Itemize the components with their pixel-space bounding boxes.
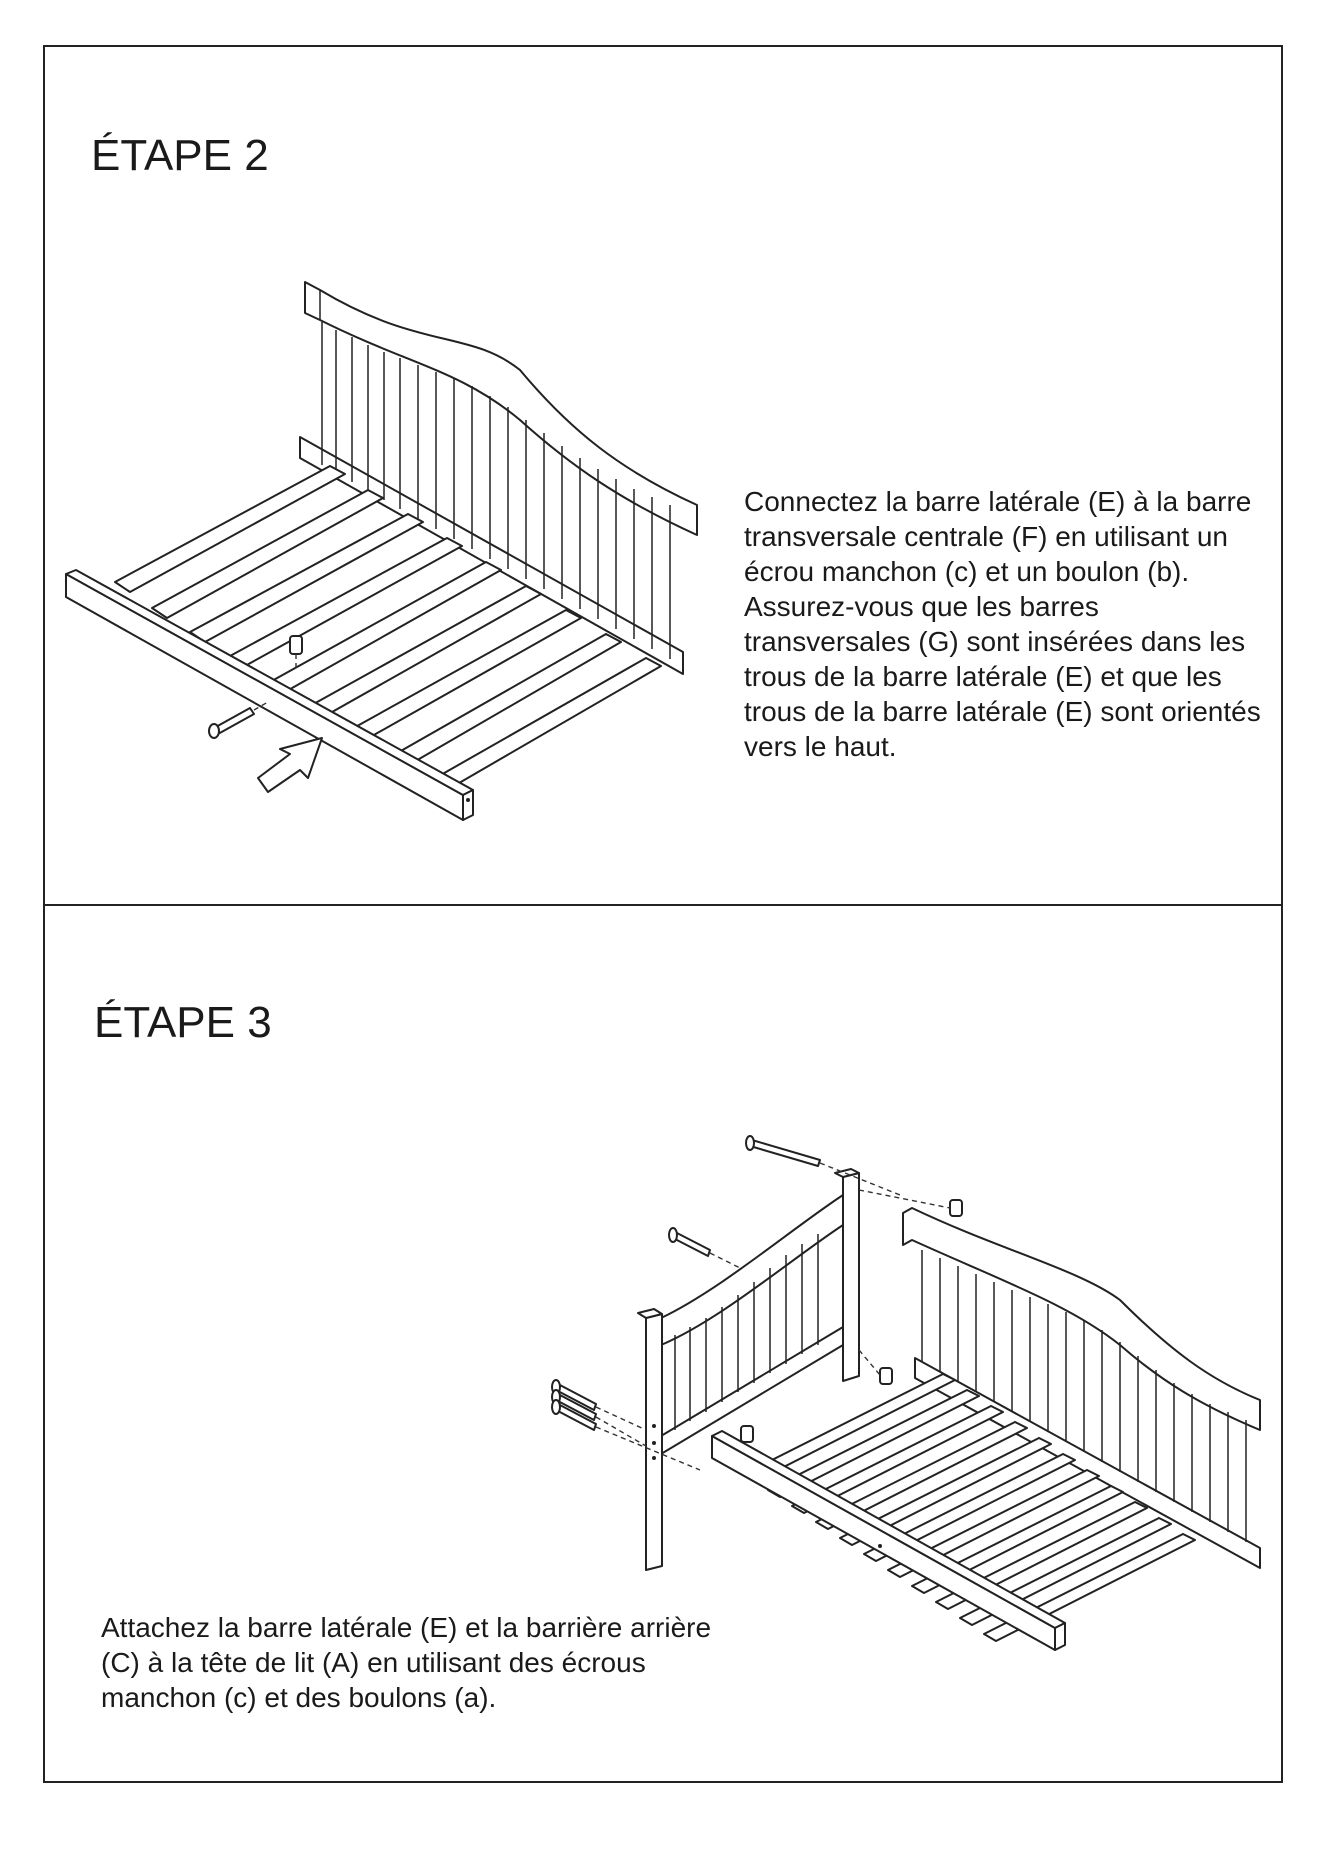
step3-instruction: Attachez la barre latérale (E) et la barrière arrière (C) à la tête de lit (A) en utilisant des écrous manchon (c) et des boulons (a). xyxy=(101,1612,712,1713)
step2-instruction: Connectez la barre latérale (E) à la barre transversale centrale (F) en utilisant un écrou manchon (c) et un boulon (b). Assurez-vous que les barres transversales (G) sont insérées dans les trous de la barre latérale (E) et que les trous de la barre latérale (E) sont orientés vers le haut. xyxy=(744,486,1261,762)
step2-title: ÉTAPE 2 xyxy=(91,131,269,180)
bolt-icon xyxy=(552,1136,820,1430)
step3-title: ÉTAPE 3 xyxy=(94,998,272,1047)
